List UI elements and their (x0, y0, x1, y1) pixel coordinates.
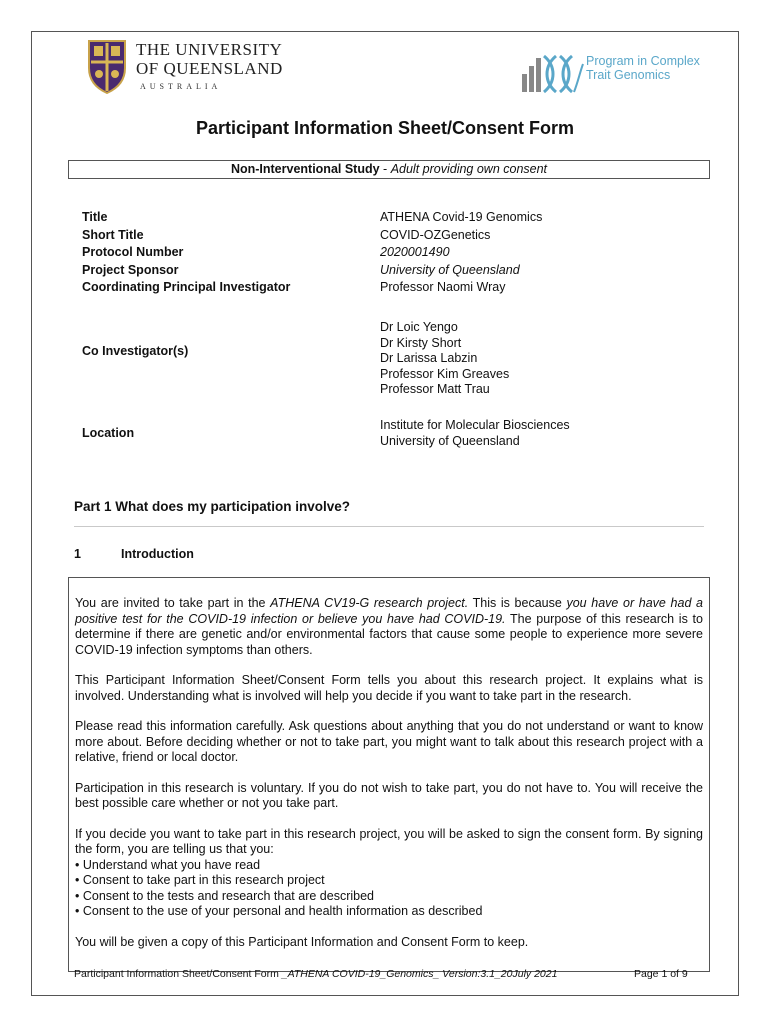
cpi-value: Professor Naomi Wray (380, 280, 506, 294)
location-1: Institute for Molecular Biosciences (380, 418, 570, 432)
footer-page-number: Page 1 of 9 (634, 968, 688, 980)
intro-paragraph-3: Please read this information carefully. Ask questions about anything that you do not understand or want to know more about. Before deciding whether or not to take part, you might want to talk about this research project with a relative, friend or local doctor. (75, 719, 703, 764)
study-type-bold: Non-Interventional Study (230, 162, 380, 176)
coinv-label: Co Investigator(s) (82, 344, 189, 358)
title-label: Title (82, 210, 108, 224)
dna-bars-icon (522, 52, 584, 96)
coinv-5: Professor Matt Trau (380, 382, 490, 396)
footer-version: _ATHENA COVID-19_Genomics_ Version:3.1_20July 2021 (281, 968, 558, 980)
consent-bullet-list (75, 858, 703, 920)
intro-paragraph-1 (75, 596, 703, 658)
list-item: • Consent to the use of your personal and health information as described (75, 904, 483, 918)
uq-country: AUSTRALIA (140, 82, 222, 91)
short-title-label: Short Title (82, 228, 144, 242)
coinv-4: Professor Kim Greaves (380, 367, 510, 381)
pctg-name (586, 54, 700, 82)
document-title: Participant Information Sheet/Consent Form (195, 118, 575, 138)
section-title: Introduction (121, 547, 194, 561)
uq-name-line2: OF QUEENSLAND (136, 59, 283, 78)
short-title-value: COVID-OZGenetics (380, 228, 491, 242)
intro-paragraph-6: You will be given a copy of this Participant Information and Consent Form to keep. (75, 934, 529, 949)
introduction-box (68, 577, 710, 972)
pctg-logo (522, 50, 732, 98)
list-item: • Consent to the tests and research that are described (75, 888, 374, 903)
divider (74, 526, 704, 527)
intro-p1-c: This is because (468, 596, 567, 610)
study-type-box (68, 160, 710, 179)
sponsor-value: University of Queensland (380, 263, 520, 277)
coinv-3: Dr Larissa Labzin (380, 351, 478, 365)
intro-paragraph-5: If you decide you want to take part in this research project, you will be asked to sign the consent form. By signing the form, you are telling us that you: (75, 826, 703, 856)
intro-paragraph-4: Participation in this research is voluntary. If you do not wish to take part, you do not have to. You will receive the best possible care whether or not you take part. (75, 780, 703, 810)
study-type-italic: Adult providing own consent (390, 162, 548, 176)
title-value: ATHENA Covid-19 Genomics (380, 210, 543, 224)
uq-crest-icon (86, 38, 128, 94)
intro-p1-reason: you have or have had a positive test for the COVID-19 infection or believe you have had COVID-19. (75, 596, 703, 626)
footer-prefix: Participant Information Sheet/Consent Form (74, 968, 282, 980)
location-label: Location (82, 426, 135, 440)
protocol-label: Protocol Number (82, 245, 184, 259)
uq-logo (86, 38, 306, 100)
introduction-text (75, 596, 703, 965)
document-page (31, 31, 739, 996)
sponsor-label: Project Sponsor (82, 263, 179, 277)
intro-paragraph-2: This Participant Information Sheet/Consent Form tells you about this research project. It explains what is involved. Understanding what is involved will help you decide if you want to take part in the research. (75, 673, 703, 703)
intro-p1-e: The purpose of this research is to determine if there are genetic and/or environmental factors that cause some people to experience more severe COVID-19 infection symptoms than others. (75, 611, 703, 657)
intro-p1-a: You are invited to take part in the (75, 596, 271, 610)
protocol-value: 2020001490 (380, 245, 450, 259)
list-item: • Consent to take part in this research project (75, 873, 325, 887)
list-item: • Understand what you have read (75, 857, 261, 872)
study-type-sep: - (379, 162, 391, 176)
uq-name-line1: THE UNIVERSITY (136, 40, 283, 59)
location-2: University of Queensland (380, 434, 520, 448)
pctg-line1: Program in Complex (586, 54, 700, 68)
coinv-1: Dr Loic Yengo (380, 320, 458, 334)
pctg-line2: Trait Genomics (586, 68, 671, 82)
footer-document-info (74, 968, 557, 980)
section-number: 1 (74, 547, 81, 561)
coinv-2: Dr Kirsty Short (380, 336, 462, 350)
intro-p1-project: ATHENA CV19-G research project. (270, 596, 469, 610)
part1-heading: Part 1 What does my participation involve? (74, 499, 351, 514)
cpi-label: Coordinating Principal Investigator (82, 280, 291, 294)
